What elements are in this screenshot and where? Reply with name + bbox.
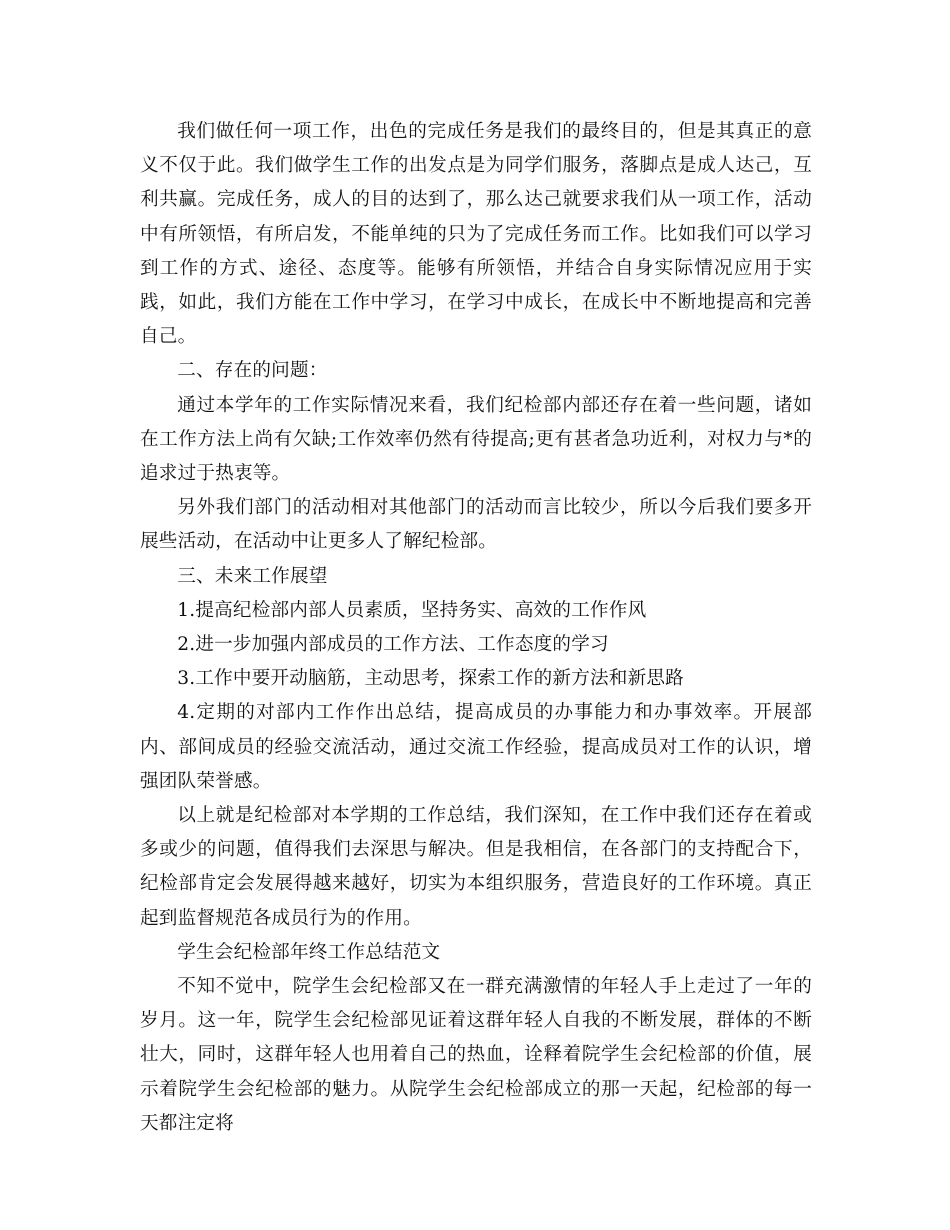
paragraph-year-end-intro: 不知不觉中，院学生会纪检部又在一群充满激情的年轻人手上走过了一年的岁月。这一年，院学生会纪检部见证着这群年轻人自我的不断发展，群体的不断壮大，同时，这群年轻人也用着自己的热血，诠释着院学生会纪检部的价值，展示着院学生会纪检部的魅力。从院学生会纪检部成立的那一天起，纪检部的每一天都注定将 <box>140 976 812 1134</box>
paragraph-work-meaning: 我们做任何一项工作，出色的完成任务是我们的最终目的，但是其真正的意义不仅于此。我们做学生工作的出发点是为同学们服务，落脚点是成人达己，互利共赢。完成任务，成人的目的达到了，那么达己就要求我们从一项工作，活动中有所领悟，有所启发，不能单纯的只为了完成任务而工作。比如我们可以学习到工作的方式、途径、态度等。能够有所领悟，并结合自身实际情况应用于实践，如此，我们方能在工作中学习，在学习中成长，在成长中不断地提高和完善自己。 <box>140 121 812 348</box>
paragraph-activities: 另外我们部门的活动相对其他部门的活动而言比较少，所以今后我们要多开展些活动，在活动中让更多人了解纪检部。 <box>140 497 812 553</box>
paragraph-conclusion: 以上就是纪检部对本学期的工作总结，我们深知，在工作中我们还存在着或多或少的问题，值得我们去深思与解决。但是我相信，在各部门的支持配合下，纪检部肯定会发展得越来越好，切实为本组织服务，营造良好的工作环境。真正起到监督规范各成员行为的作用。 <box>140 805 812 929</box>
heading-future-outlook: 三、未来工作展望 <box>177 565 328 587</box>
list-item-2: 2.进一步加强内部成员的工作方法、工作态度的学习 <box>177 634 609 656</box>
list-item-1: 1.提高纪检部内部人员素质，坚持务实、高效的工作作风 <box>177 599 647 621</box>
list-item-3: 3.工作中要开动脑筋，主动思考，探索工作的新方法和新思路 <box>177 668 684 690</box>
document-page <box>140 115 812 1141</box>
section-title: 学生会纪检部年终工作总结范文 <box>177 941 441 963</box>
heading-existing-problems: 二、存在的问题： <box>177 360 328 382</box>
list-item-4: 4.定期的对部内工作作出总结，提高成员的办事能力和办事效率。开展部内、部间成员的经验交流活动，通过交流工作经验，提高成员对工作的认识，增强团队荣誉感。 <box>140 702 812 792</box>
paragraph-problems: 通过本学年的工作实际情况来看，我们纪检部内部还存在着一些问题，诸如在工作方法上尚有欠缺;工作效率仍然有待提高;更有甚者急功近利，对权力与*的追求过于热衷等。 <box>140 394 812 485</box>
